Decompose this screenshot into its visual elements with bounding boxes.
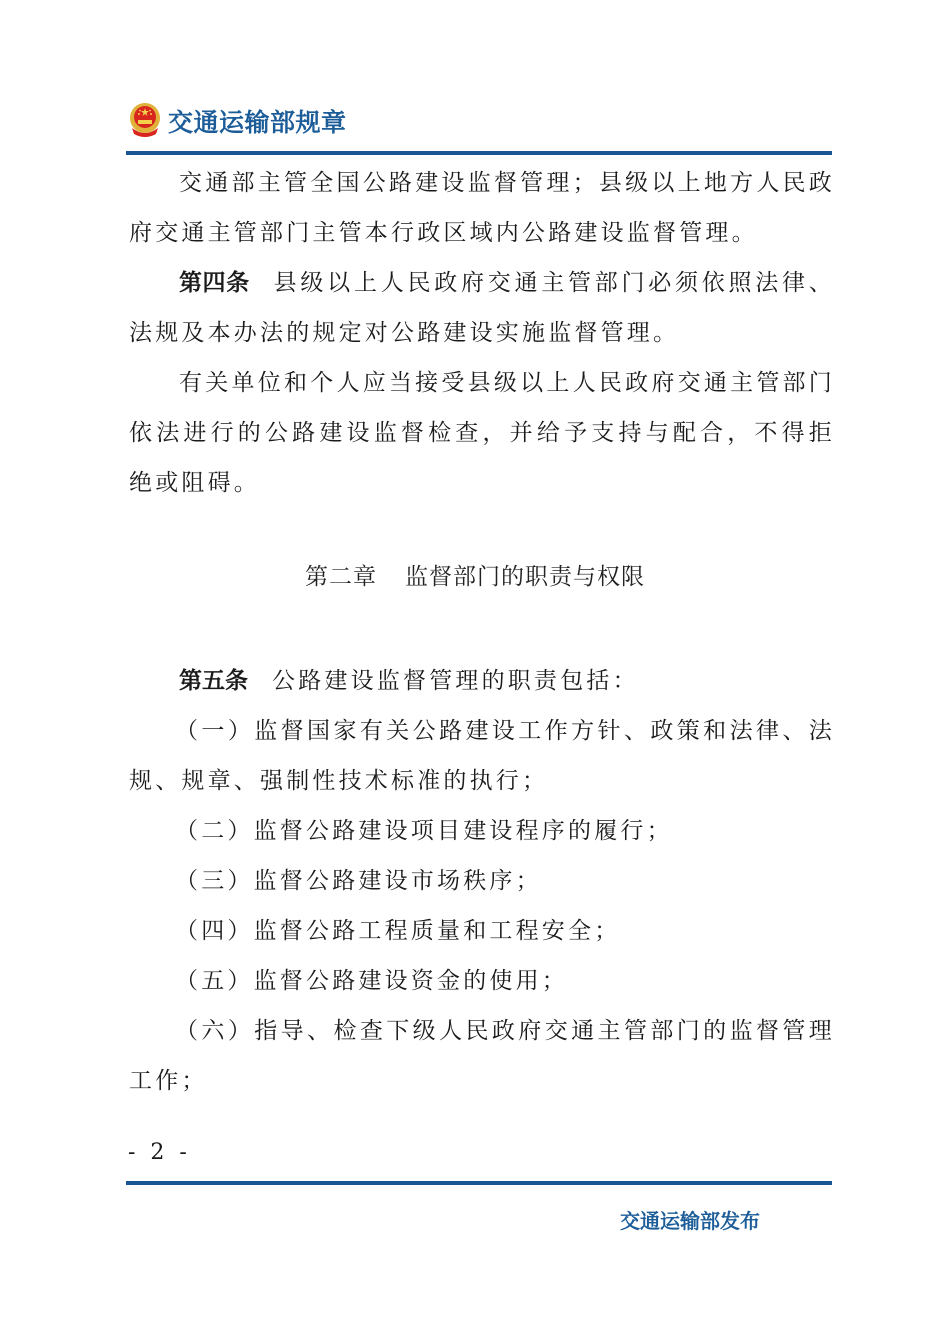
publisher-label: 交通运输部发布 (620, 1209, 760, 1233)
chapter-heading (0, 558, 950, 591)
article-4-text: 县级以上人民政府交通主管部门必须依照法律、法规及本办法的规定对公路建设实施监督管理。 (129, 270, 835, 346)
list-item-6: （六）指导、检查下级人民政府交通主管部门的监督管理工作； (129, 1018, 835, 1094)
list-item-4: （四）监督公路工程质量和工程安全； (175, 918, 621, 944)
footer-divider (126, 1181, 832, 1185)
paragraph-1: 交通部主管全国公路建设监督管理；县级以上地方人民政府交通主管部门主管本行政区域内公路建设监督管理。 (129, 170, 835, 246)
header-divider (126, 151, 832, 155)
paragraph-2: 有关单位和个人应当接受县级以上人民政府交通主管部门依法进行的公路建设监督检查，并给予支持与配合，不得拒绝或阻碍。 (129, 370, 835, 496)
page-header (128, 102, 347, 140)
chapter-number: 第二章 (305, 564, 377, 590)
article-4 (129, 258, 835, 358)
list-item-5: （五）监督公路建设资金的使用； (175, 968, 568, 994)
page-number: - 2 - (128, 1140, 191, 1165)
header-title: 交通运输部规章 (168, 108, 347, 137)
list-item-1: （一）监督国家有关公路建设工作方针、政策和法律、法规、规章、强制性技术标准的执行； (129, 718, 835, 794)
list-item-2: （二）监督公路建设项目建设程序的履行； (175, 818, 673, 844)
article-5-label: 第五条 (179, 668, 248, 694)
list-item-3: （三）监督公路建设市场秩序； (175, 868, 542, 894)
chapter-title: 监督部门的职责与权限 (405, 564, 645, 590)
national-emblem-icon (128, 102, 162, 140)
article-5-text: 公路建设监督管理的职责包括： (272, 668, 639, 694)
article-5 (129, 656, 835, 706)
article-4-label: 第四条 (179, 270, 250, 296)
